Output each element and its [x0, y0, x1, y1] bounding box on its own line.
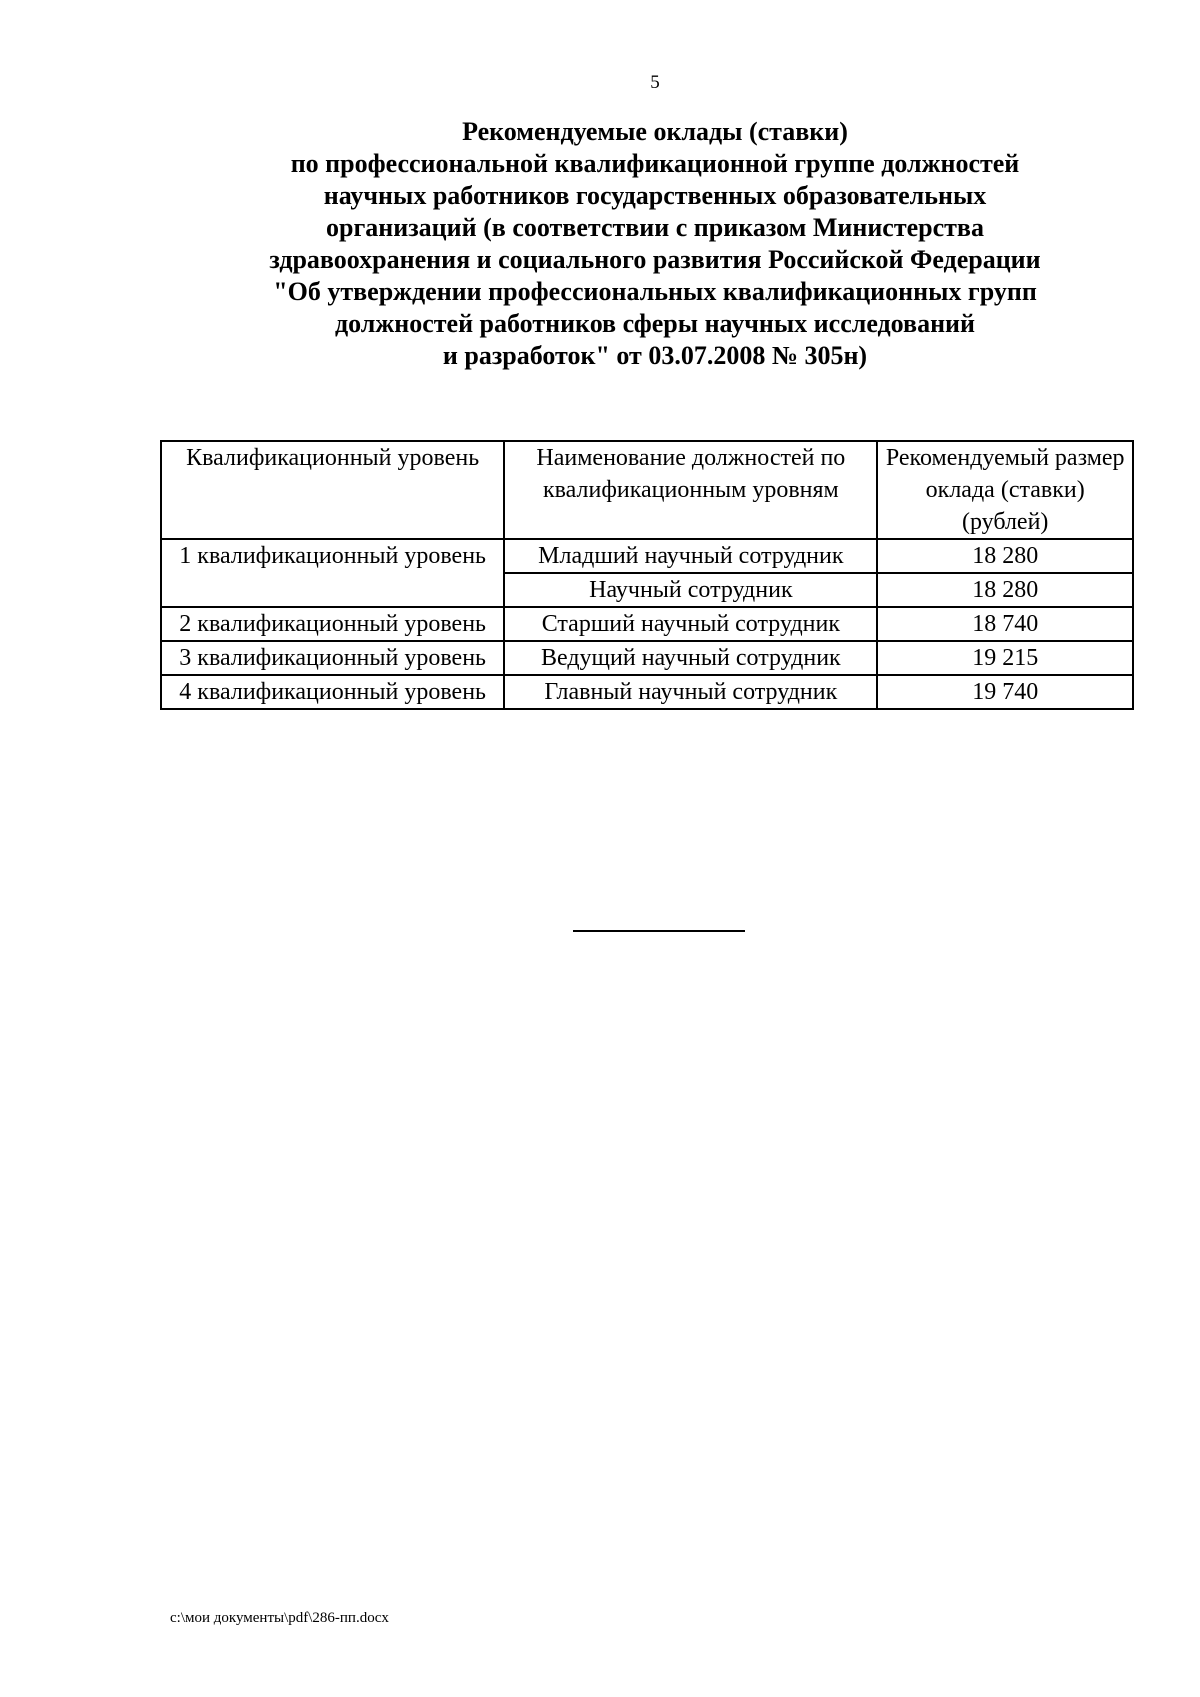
title-line: здравоохранения и социального развития Российской Федерации	[269, 245, 1041, 274]
page-number: 5	[650, 72, 660, 93]
header-level: Квалификационный уровень	[161, 441, 504, 539]
cell-level: 1 квалификационный уровень	[161, 539, 504, 607]
table-row	[161, 675, 1133, 709]
cell-level: 4 квалификационный уровень	[161, 675, 504, 709]
cell-salary: 18 740	[877, 607, 1133, 641]
title-line: организаций (в соответствии с приказом Министерства	[326, 213, 984, 242]
title-line: Рекомендуемые оклады (ставки)	[462, 117, 848, 146]
cell-position: Научный сотрудник	[504, 573, 877, 607]
end-rule-divider	[573, 930, 745, 932]
table-row	[161, 539, 1133, 573]
title-line: должностей работников сферы научных исследований	[334, 309, 976, 338]
cell-position: Старший научный сотрудник	[504, 607, 877, 641]
cell-level: 3 квалификационный уровень	[161, 641, 504, 675]
title-line: по профессиональной квалификационной группе должностей	[290, 149, 1020, 178]
cell-salary: 18 280	[877, 573, 1133, 607]
cell-level: 2 квалификационный уровень	[161, 607, 504, 641]
table-row	[161, 641, 1133, 675]
header-position: Наименование должностей по квалификационным уровням	[504, 441, 877, 539]
cell-salary: 18 280	[877, 539, 1133, 573]
salary-table	[160, 440, 1134, 710]
cell-position: Младший научный сотрудник	[504, 539, 877, 573]
footer-file-path: c:\мои документы\pdf\286-пп.docx	[170, 1610, 389, 1626]
table-header-row	[161, 441, 1133, 539]
cell-salary: 19 740	[877, 675, 1133, 709]
table-row	[161, 607, 1133, 641]
cell-position: Главный научный сотрудник	[504, 675, 877, 709]
cell-position: Ведущий научный сотрудник	[504, 641, 877, 675]
document-title	[160, 116, 1150, 372]
header-salary: Рекомендуемый размер оклада (ставки) (рублей)	[877, 441, 1133, 539]
cell-salary: 19 215	[877, 641, 1133, 675]
title-line: и разработок" от 03.07.2008 № 305н)	[442, 341, 868, 370]
title-line: научных работников государственных образовательных	[323, 181, 987, 210]
title-line: "Об утверждении профессиональных квалификационных групп	[273, 277, 1037, 306]
